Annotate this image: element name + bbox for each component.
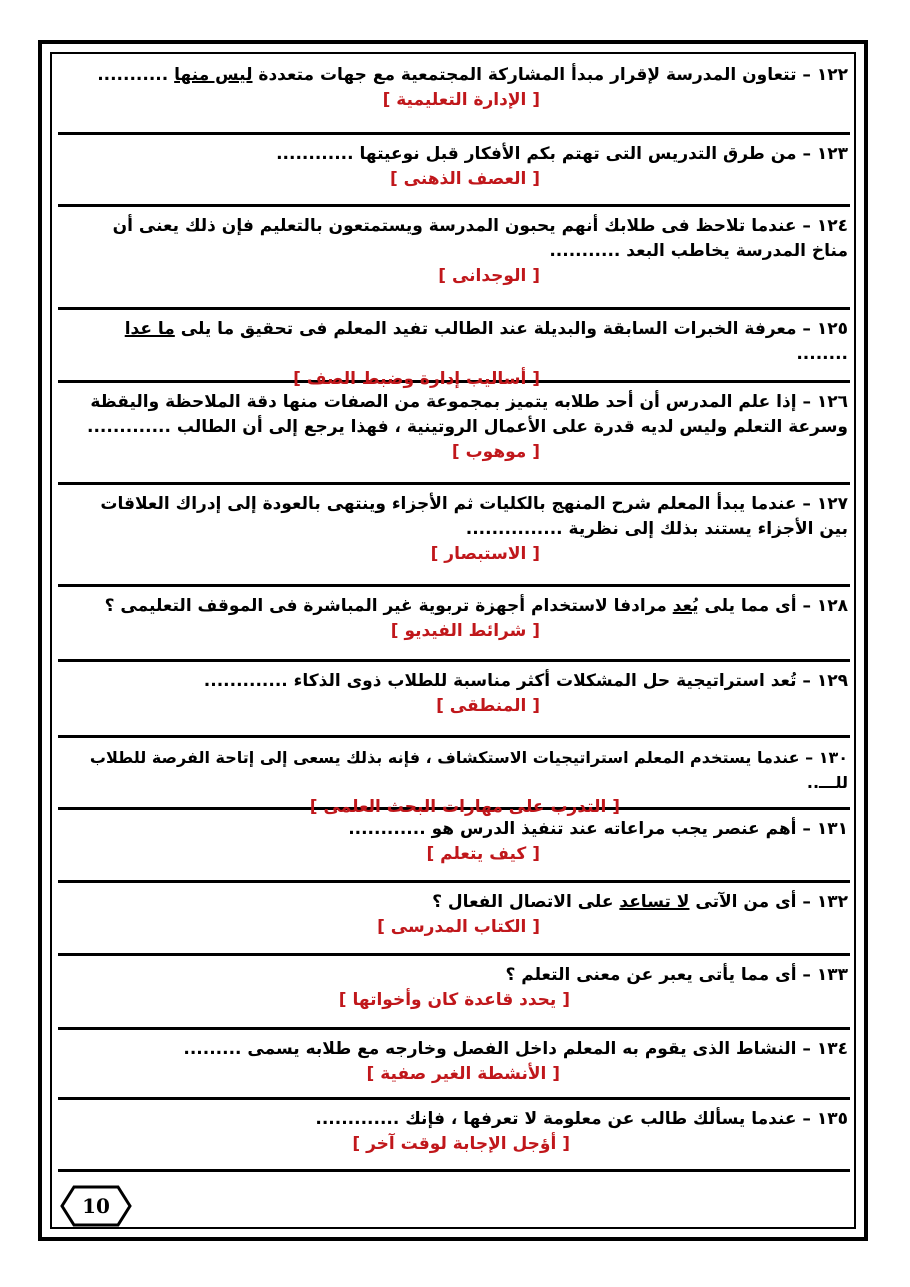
question-text: ١٣٢ – أى من الآتى: [689, 892, 848, 912]
question-134: [58, 1030, 850, 1100]
page-number: 10: [82, 1194, 110, 1218]
answer: [ التدرب على مهارات البحث العلمى ]: [309, 797, 620, 817]
question-131: [58, 810, 850, 883]
question-text-end: ...........: [97, 65, 175, 85]
answer: [ شرائط الفيديو ]: [390, 621, 540, 641]
question-129: [58, 662, 850, 738]
answer: [ الكتاب المدرسى ]: [377, 917, 540, 937]
answer: [ كيف يتعلم ]: [426, 844, 540, 864]
question-emphasis: لا تساعد: [619, 892, 690, 912]
answer: [ المنطقى ]: [436, 696, 540, 716]
answer: [ موهوب ]: [451, 442, 540, 462]
question-135: [58, 1100, 850, 1172]
answer: [ الاستبصار ]: [430, 544, 540, 564]
question-122: [58, 56, 850, 135]
answer: [ الأنشطة الغير صفية ]: [366, 1064, 560, 1084]
question-text-end: على الاتصال الفعال ؟: [432, 892, 620, 912]
answer: [ أؤجل الإجابة لوقت آخر ]: [352, 1134, 570, 1154]
question-125: [58, 310, 850, 389]
question-128: [58, 587, 850, 662]
answer: [ الإدارة التعليمية ]: [382, 90, 540, 110]
question-text: ١٢٩ – تُعد استراتيجية حل المشكلات أكثر مناسبة للطلاب ذوى الذكاء .............: [203, 671, 848, 691]
answer: [ العصف الذهنى ]: [389, 169, 540, 189]
page-number-badge: [60, 1185, 132, 1227]
question-133: [58, 956, 850, 1030]
question-text-end: ........: [796, 344, 848, 364]
question-text: ١٢٥ – معرفة الخبرات السابقة والبديلة عند الطالب تفيد المعلم فى تحقيق ما يلى: [174, 319, 848, 339]
question-text: ١٢٢ – تتعاون المدرسة لإقرار مبدأ المشاركة المجتمعية مع جهات متعددة: [252, 65, 848, 85]
question-text: ١٢٦ – إذا علم المدرس أن أحد طلابه يتميز بمجموعة من الصفات منها دقة الملاحظة واليقظة وسرعة التعلم وليس لديه قدرة على الأعمال الروتينية ، فهذا يرجع إلى أن الطالب .............: [86, 392, 848, 437]
question-text: ١٣١ – أهم عنصر يجب مراعاته عند تنفيذ الدرس هو ............: [348, 819, 848, 839]
question-list: [58, 56, 850, 1172]
question-127: [58, 485, 850, 587]
question-emphasis: يُعد: [672, 596, 699, 616]
question-123: [58, 135, 850, 207]
question-text: ١٢٣ – من طرق التدريس التى تهتم بكم الأفكار قبل نوعيتها ............: [276, 144, 848, 164]
answer: [ أساليب إدارة وضبط الصف ]: [293, 369, 540, 389]
question-132: [58, 883, 850, 956]
question-emphasis: ليس منها: [174, 65, 253, 85]
question-text: ١٣٤ – النشاط الذى يقوم به المعلم داخل الفصل وخارجه مع طلابه يسمى .........: [183, 1039, 848, 1059]
question-text-end: مرادفا لاستخدام أجهزة تربوية غير المباشرة فى الموقف التعليمى ؟: [104, 596, 673, 616]
question-124: [58, 207, 850, 310]
question-text: ١٣٥ – عندما يسألك طالب عن معلومة لا تعرفها ، فإنك .............: [315, 1109, 848, 1129]
question-text: ١٢٨ – أى مما يلى: [698, 596, 848, 616]
answer: [ يحدد قاعدة كان وأخواتها ]: [338, 990, 570, 1010]
question-text: ١٣٣ – أى مما يأتى يعبر عن معنى التعلم ؟: [505, 965, 848, 985]
question-emphasis: ما عدا: [124, 319, 175, 339]
answer: [ الوجدانى ]: [438, 266, 540, 286]
question-text: ١٢٧ – عندما يبدأ المعلم شرح المنهج بالكليات ثم الأجزاء وينتهى بالعودة إلى إدراك العلاقات بين الأجزاء يستند بذلك إلى نظرية ...............: [100, 494, 848, 539]
question-126: [58, 383, 850, 485]
question-text: ١٢٤ – عندما تلاحظ فى طلابك أنهم يحبون المدرسة ويستمتعون بالتعليم فإن ذلك يعنى أن مناخ المدرسة يخاطب البعد ...........: [112, 216, 848, 261]
question-text: ١٣٠ – عندما يستخدم المعلم استراتيجيات الاستكشاف ، فإنه بذلك يسعى إلى إتاحة الفرصة للطلاب للـــ..: [89, 748, 848, 792]
question-130: [58, 738, 850, 817]
